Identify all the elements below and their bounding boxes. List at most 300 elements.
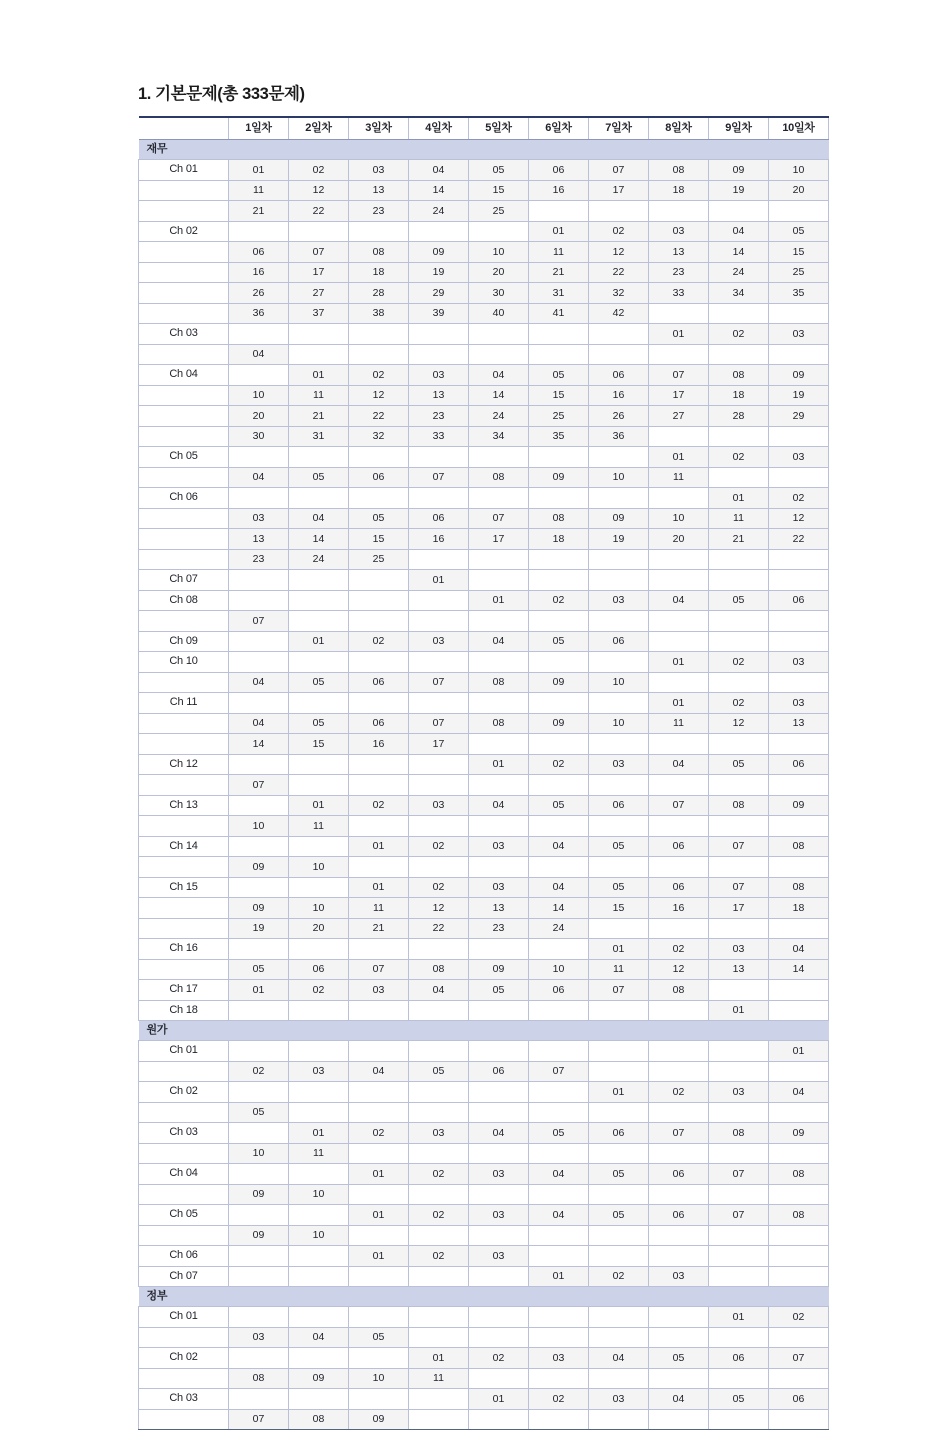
problem-cell-empty (409, 816, 469, 837)
table-body (139, 140, 829, 1430)
problem-cell-empty (649, 1307, 709, 1328)
problem-cell-empty (529, 1082, 589, 1103)
header-day-5: 5일차 (469, 117, 529, 140)
problem-cell: 20 (229, 406, 289, 427)
problem-cell-empty (409, 1307, 469, 1328)
problem-cell-empty (469, 1307, 529, 1328)
problem-cell: 09 (469, 959, 529, 980)
problem-cell-empty (349, 590, 409, 611)
problem-cell: 10 (289, 1225, 349, 1246)
problem-cell: 03 (409, 631, 469, 652)
problem-cell-empty (349, 1266, 409, 1287)
problem-cell-empty (229, 652, 289, 673)
problem-cell: 11 (409, 1368, 469, 1389)
problem-cell-empty (589, 1246, 649, 1267)
chapter-label: Ch 01 (139, 1307, 229, 1328)
problem-cell-empty (409, 590, 469, 611)
problem-cell-empty (469, 1266, 529, 1287)
chapter-label: Ch 13 (139, 795, 229, 816)
problem-cell: 06 (589, 365, 649, 386)
problem-cell: 08 (709, 365, 769, 386)
problem-cell-empty (349, 447, 409, 468)
problem-cell-empty (709, 775, 769, 796)
problem-cell-empty (709, 918, 769, 939)
table-row (139, 303, 829, 324)
problem-cell-empty (529, 734, 589, 755)
problem-cell-empty (289, 939, 349, 960)
problem-cell-empty (289, 344, 349, 365)
problem-cell: 06 (409, 508, 469, 529)
problem-cell-empty (529, 775, 589, 796)
problem-cell-empty (229, 693, 289, 714)
problem-cell: 04 (469, 365, 529, 386)
problem-cell: 16 (649, 898, 709, 919)
problem-cell-empty (769, 734, 829, 755)
problem-cell: 09 (769, 1123, 829, 1144)
table-row (139, 324, 829, 345)
problem-cell-empty (529, 611, 589, 632)
problem-cell: 04 (529, 1164, 589, 1185)
chapter-label: Ch 10 (139, 652, 229, 673)
problem-cell: 23 (409, 406, 469, 427)
problem-cell: 14 (289, 529, 349, 550)
problem-cell: 06 (649, 1164, 709, 1185)
problem-cell-empty (709, 1246, 769, 1267)
problem-cell: 05 (589, 1205, 649, 1226)
chapter-label-continuation (139, 918, 229, 939)
problem-cell-empty (769, 1266, 829, 1287)
problem-cell: 06 (469, 1061, 529, 1082)
problem-cell-empty (589, 1000, 649, 1021)
problem-cell-empty (529, 1409, 589, 1430)
table-row (139, 467, 829, 488)
chapter-label-continuation (139, 1368, 229, 1389)
problem-cell: 38 (349, 303, 409, 324)
problem-cell: 02 (349, 631, 409, 652)
problem-cell: 03 (529, 1348, 589, 1369)
problem-cell: 06 (289, 959, 349, 980)
problem-cell: 01 (469, 754, 529, 775)
problem-cell-empty (529, 447, 589, 468)
problem-cell-empty (589, 1102, 649, 1123)
problem-cell: 11 (589, 959, 649, 980)
header-day-4: 4일차 (409, 117, 469, 140)
problem-cell: 15 (289, 734, 349, 755)
problem-cell: 30 (229, 426, 289, 447)
problem-cell: 10 (289, 857, 349, 878)
problem-cell: 08 (229, 1368, 289, 1389)
table-row (139, 1266, 829, 1287)
problem-cell-empty (529, 1246, 589, 1267)
problem-cell-empty (589, 344, 649, 365)
table-row (139, 693, 829, 714)
problem-cell-empty (769, 549, 829, 570)
problem-cell: 31 (529, 283, 589, 304)
problem-cell: 36 (589, 426, 649, 447)
problem-cell-empty (409, 611, 469, 632)
header-day-2: 2일차 (289, 117, 349, 140)
problem-cell-empty (349, 652, 409, 673)
section-band-row (139, 140, 829, 160)
problem-cell-empty (229, 939, 289, 960)
table-row (139, 385, 829, 406)
problem-cell: 05 (589, 877, 649, 898)
problem-cell: 11 (229, 180, 289, 201)
problem-cell: 18 (349, 262, 409, 283)
problem-cell-empty (409, 1082, 469, 1103)
problem-cell: 08 (709, 795, 769, 816)
problem-cell-empty (769, 816, 829, 837)
problem-cell: 03 (709, 1082, 769, 1103)
problem-cell: 25 (469, 201, 529, 222)
problem-cell: 21 (529, 262, 589, 283)
chapter-label-continuation (139, 1327, 229, 1348)
problem-cell-empty (289, 1082, 349, 1103)
problem-cell: 01 (289, 1123, 349, 1144)
problem-cell: 23 (229, 549, 289, 570)
problem-cell: 01 (649, 693, 709, 714)
problem-cell: 03 (649, 1266, 709, 1287)
problem-cell: 09 (769, 795, 829, 816)
problem-cell-empty (229, 631, 289, 652)
problem-cell: 16 (349, 734, 409, 755)
problem-cell: 09 (229, 857, 289, 878)
problem-cell: 01 (589, 1082, 649, 1103)
problem-cell-empty (229, 1164, 289, 1185)
problem-cell-empty (229, 877, 289, 898)
table-row (139, 549, 829, 570)
problem-cell: 05 (469, 980, 529, 1001)
problem-cell-empty (229, 1000, 289, 1021)
problem-cell: 15 (349, 529, 409, 550)
problem-cell: 06 (349, 672, 409, 693)
problem-cell-empty (589, 1307, 649, 1328)
problem-cell: 08 (769, 877, 829, 898)
problem-cell-empty (649, 344, 709, 365)
problem-cell-empty (769, 426, 829, 447)
problem-cell: 11 (649, 467, 709, 488)
problem-cell-empty (409, 693, 469, 714)
problem-cell: 01 (349, 1205, 409, 1226)
problem-cell: 04 (769, 939, 829, 960)
problem-cell-empty (709, 1061, 769, 1082)
table-row (139, 1327, 829, 1348)
chapter-label: Ch 06 (139, 488, 229, 509)
problem-cell: 28 (709, 406, 769, 427)
problem-cell-empty (349, 775, 409, 796)
problem-cell-empty (529, 939, 589, 960)
problem-cell-empty (709, 734, 769, 755)
chapter-label-continuation (139, 242, 229, 263)
problem-cell-empty (649, 672, 709, 693)
problem-cell-empty (589, 447, 649, 468)
chapter-label-continuation (139, 1184, 229, 1205)
problem-cell: 13 (709, 959, 769, 980)
problem-cell: 03 (589, 590, 649, 611)
problem-cell-empty (349, 1082, 409, 1103)
problem-cell-empty (409, 754, 469, 775)
problem-cell: 05 (289, 713, 349, 734)
chapter-label-continuation (139, 857, 229, 878)
chapter-label: Ch 02 (139, 1082, 229, 1103)
header-day-7: 7일차 (589, 117, 649, 140)
problem-cell-empty (649, 857, 709, 878)
table-row (139, 631, 829, 652)
problem-cell: 04 (589, 1348, 649, 1369)
problem-cell-empty (709, 611, 769, 632)
problem-cell: 14 (469, 385, 529, 406)
chapter-label-continuation (139, 959, 229, 980)
problem-cell: 01 (229, 980, 289, 1001)
problem-cell-empty (289, 693, 349, 714)
problem-cell: 13 (409, 385, 469, 406)
problem-cell: 16 (529, 180, 589, 201)
table-row (139, 221, 829, 242)
problem-cell: 05 (409, 1061, 469, 1082)
table-row (139, 180, 829, 201)
table-row (139, 816, 829, 837)
problem-cell-empty (409, 1389, 469, 1410)
problem-cell: 15 (529, 385, 589, 406)
chapter-label-continuation (139, 262, 229, 283)
problem-cell: 20 (649, 529, 709, 550)
problem-cell: 07 (709, 1164, 769, 1185)
problem-cell-empty (769, 467, 829, 488)
table-row (139, 734, 829, 755)
problem-cell: 03 (769, 652, 829, 673)
problem-cell-empty (349, 221, 409, 242)
problem-cell: 07 (229, 611, 289, 632)
chapter-label-continuation (139, 344, 229, 365)
header-corner-cell (139, 117, 229, 140)
problem-cell: 03 (589, 1389, 649, 1410)
problem-cell-empty (289, 1348, 349, 1369)
problem-cell-empty (529, 324, 589, 345)
problem-cell: 22 (589, 262, 649, 283)
problem-cell: 01 (409, 570, 469, 591)
problem-cell: 01 (349, 836, 409, 857)
problem-cell: 02 (649, 939, 709, 960)
problem-cell: 01 (289, 365, 349, 386)
problem-cell-empty (469, 1082, 529, 1103)
table-row (139, 672, 829, 693)
problem-cell: 04 (409, 160, 469, 181)
header-day-6: 6일차 (529, 117, 589, 140)
table-row (139, 980, 829, 1001)
problem-cell: 06 (649, 1205, 709, 1226)
chapter-label-continuation (139, 611, 229, 632)
problem-cell-empty (589, 816, 649, 837)
problem-cell-empty (589, 1041, 649, 1062)
problem-cell-empty (649, 1409, 709, 1430)
problem-cell: 02 (709, 652, 769, 673)
problem-cell: 09 (529, 713, 589, 734)
problem-cell-empty (709, 467, 769, 488)
problem-cell-empty (529, 816, 589, 837)
problem-cell-empty (589, 775, 649, 796)
problem-cell: 06 (529, 980, 589, 1001)
problem-cell-empty (349, 344, 409, 365)
problem-cell: 05 (709, 590, 769, 611)
problem-cell-empty (349, 1389, 409, 1410)
table-row (139, 1164, 829, 1185)
problem-cell: 01 (649, 447, 709, 468)
problem-cell: 02 (409, 1205, 469, 1226)
problem-cell: 04 (229, 467, 289, 488)
problem-cell-empty (529, 1307, 589, 1328)
problem-cell-empty (649, 918, 709, 939)
problem-cell-empty (409, 344, 469, 365)
problem-cell: 16 (229, 262, 289, 283)
problem-cell: 08 (769, 836, 829, 857)
problem-cell: 19 (709, 180, 769, 201)
problem-cell-empty (409, 939, 469, 960)
table-row (139, 1225, 829, 1246)
problem-cell-empty (649, 775, 709, 796)
problem-cell: 01 (649, 324, 709, 345)
problem-cell-empty (469, 816, 529, 837)
problem-cell-empty (469, 324, 529, 345)
problem-cell-empty (469, 447, 529, 468)
problem-cell-empty (769, 1368, 829, 1389)
header-day-9: 9일차 (709, 117, 769, 140)
problem-cell: 11 (289, 385, 349, 406)
problem-cell: 04 (709, 221, 769, 242)
problem-cell: 07 (409, 467, 469, 488)
problem-cell: 10 (649, 508, 709, 529)
problem-cell-empty (469, 1409, 529, 1430)
problem-cell-empty (709, 672, 769, 693)
problem-cell: 21 (289, 406, 349, 427)
problem-cell: 07 (589, 160, 649, 181)
problem-cell-empty (229, 570, 289, 591)
problem-cell: 12 (409, 898, 469, 919)
chapter-label-continuation (139, 549, 229, 570)
problem-cell-empty (349, 939, 409, 960)
table-row (139, 1307, 829, 1328)
problem-cell: 09 (229, 1184, 289, 1205)
problem-cell-empty (529, 652, 589, 673)
problem-cell: 16 (589, 385, 649, 406)
problem-cell-empty (349, 1000, 409, 1021)
table-row (139, 1348, 829, 1369)
problem-cell-empty (709, 570, 769, 591)
problem-cell-empty (289, 447, 349, 468)
problem-cell: 01 (529, 1266, 589, 1287)
problem-cell-empty (529, 693, 589, 714)
problem-cell: 31 (289, 426, 349, 447)
problem-cell-empty (769, 672, 829, 693)
problem-cell-empty (409, 221, 469, 242)
problem-cell: 05 (769, 221, 829, 242)
problem-cell-empty (649, 426, 709, 447)
problem-cell-empty (289, 221, 349, 242)
problem-cell-empty (229, 1246, 289, 1267)
problem-cell-empty (229, 1348, 289, 1369)
problem-cell-empty (409, 488, 469, 509)
problem-cell-empty (769, 775, 829, 796)
problem-cell: 18 (709, 385, 769, 406)
problem-cell-empty (529, 1327, 589, 1348)
problem-cell: 20 (289, 918, 349, 939)
problem-cell: 17 (589, 180, 649, 201)
problem-cell: 32 (349, 426, 409, 447)
problem-cell-empty (589, 1184, 649, 1205)
problem-cell: 10 (289, 1184, 349, 1205)
problem-cell: 05 (529, 1123, 589, 1144)
problem-cell: 04 (529, 1205, 589, 1226)
problem-cell-empty (349, 816, 409, 837)
problem-cell: 04 (289, 1327, 349, 1348)
problem-cell-empty (469, 652, 529, 673)
problem-cell: 08 (469, 672, 529, 693)
problem-cell: 10 (229, 816, 289, 837)
problem-cell: 05 (709, 1389, 769, 1410)
problem-cell: 02 (709, 447, 769, 468)
chapter-label: Ch 07 (139, 1266, 229, 1287)
problem-cell-empty (649, 1246, 709, 1267)
problem-cell: 01 (589, 939, 649, 960)
problem-cell-empty (469, 1327, 529, 1348)
table-row (139, 283, 829, 304)
problem-cell-empty (529, 1184, 589, 1205)
problem-cell: 11 (649, 713, 709, 734)
problem-cell-empty (229, 795, 289, 816)
problem-cell-empty (409, 324, 469, 345)
chapter-label-continuation (139, 529, 229, 550)
problem-cell: 01 (529, 221, 589, 242)
problem-cell: 27 (289, 283, 349, 304)
problem-cell-empty (289, 324, 349, 345)
chapter-label-continuation (139, 1225, 229, 1246)
problem-cell-empty (649, 1102, 709, 1123)
problem-cell-empty (349, 1143, 409, 1164)
section-label: 원가 (139, 1021, 829, 1041)
problem-cell-empty (349, 1041, 409, 1062)
problem-cell: 28 (349, 283, 409, 304)
study-schedule-table (138, 116, 829, 1430)
problem-cell-empty (589, 1061, 649, 1082)
chapter-label-continuation (139, 898, 229, 919)
problem-cell-empty (709, 1184, 769, 1205)
section-label: 재무 (139, 140, 829, 160)
problem-cell: 05 (229, 959, 289, 980)
problem-cell: 06 (649, 836, 709, 857)
problem-cell: 13 (229, 529, 289, 550)
problem-cell: 04 (229, 344, 289, 365)
problem-cell-empty (409, 1327, 469, 1348)
problem-cell-empty (649, 488, 709, 509)
problem-cell: 08 (529, 508, 589, 529)
problem-cell-empty (589, 488, 649, 509)
problem-cell: 06 (589, 631, 649, 652)
problem-cell-empty (409, 1000, 469, 1021)
problem-cell-empty (649, 1368, 709, 1389)
problem-cell: 39 (409, 303, 469, 324)
problem-cell: 06 (349, 467, 409, 488)
problem-cell: 02 (709, 324, 769, 345)
problem-cell: 07 (709, 1205, 769, 1226)
problem-cell-empty (529, 1143, 589, 1164)
problem-cell-empty (709, 201, 769, 222)
problem-cell-empty (709, 857, 769, 878)
problem-cell: 06 (769, 754, 829, 775)
problem-cell-empty (769, 344, 829, 365)
problem-cell: 02 (409, 877, 469, 898)
problem-cell: 11 (289, 816, 349, 837)
problem-cell-empty (229, 1041, 289, 1062)
problem-cell-empty (469, 857, 529, 878)
